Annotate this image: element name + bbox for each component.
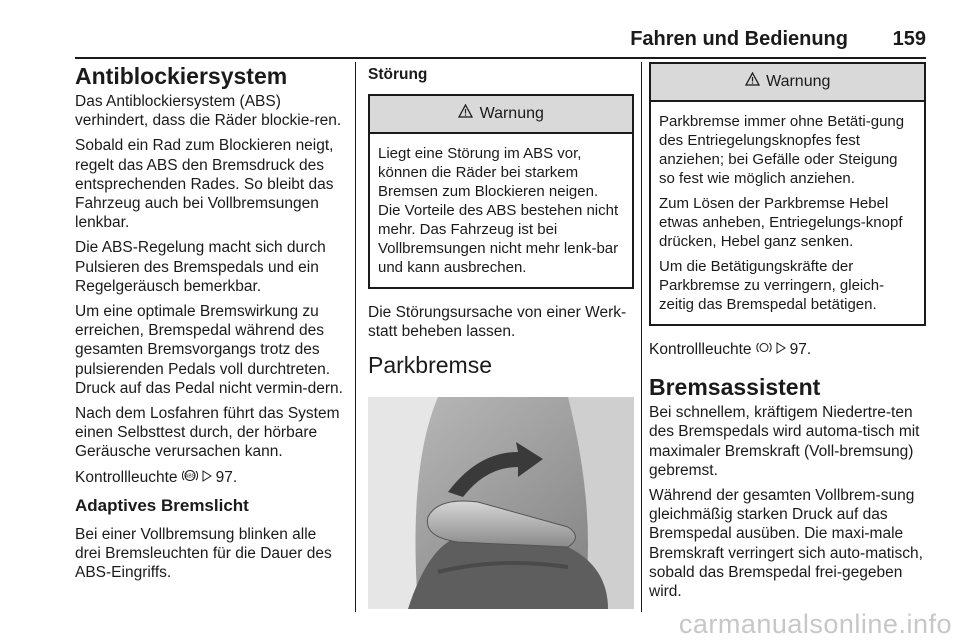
section-title-brake-assist: Bremsassistent: [649, 374, 821, 401]
section-title-fault: Störung: [368, 66, 428, 83]
paragraph: Bei einer Vollbremsung blinken alle drei Bremsleuchten für die Dauer des ABS-Eingriffs.: [75, 525, 332, 582]
indicator-label: Kontrollleuchte: [75, 468, 178, 486]
paragraph: Sobald ein Rad zum Blockieren neigt, regelt das ABS den Bremsdruck des entsprechenden Rades. So bleibt das Fahrzeug auch bei Vollbremsungen lenkbar.: [75, 137, 334, 232]
paragraph: Nach dem Losfahren führt das System einen Selbsttest durch, der hörbare Geräusche verursachen kann.: [75, 405, 340, 461]
subsection-title-brake-light: Adaptives Bremslicht: [75, 495, 249, 515]
parking-brake-image: [368, 397, 634, 609]
warning-text: Parkbremse immer ohne Betäti-gung des Entriegelungsknopfes fest anziehen; bei Gefälle oder Steigung so fest wie möglich anziehen.: [659, 113, 905, 187]
column-divider: [355, 62, 356, 612]
svg-text:ABS: ABS: [184, 473, 195, 480]
warning-text: Liegt eine Störung im ABS vor, können die Räder bei starkem Bremsen zum Blockieren neigen. Die Vorteile des ABS bestehen nicht mehr. Das Fahrzeug ist bei Vollbremsungen nicht mehr lenk-bar und kann ausbrechen.: [378, 145, 619, 276]
page-number: 159: [892, 28, 926, 50]
warning-title: Warnung: [766, 73, 831, 90]
paragraph: Bei schnellem, kräftigem Niedertre-ten des Bremspedals wird automa-tisch mit maximaler Bremskraft (Voll-bremsung) gebremst.: [649, 404, 920, 479]
page-reference[interactable]: 97.: [215, 468, 238, 486]
warning-box: [368, 94, 634, 289]
watermark: carmanualsonline.info: [678, 609, 952, 639]
page-ref-arrow-icon: [202, 469, 216, 485]
indicator-label: Kontrollleuchte: [649, 341, 752, 358]
warning-triangle-icon: [458, 105, 477, 122]
page-reference[interactable]: 97.: [789, 341, 812, 358]
page-ref-arrow-icon: [776, 341, 790, 357]
section-title-parking-brake: Parkbremse: [368, 352, 492, 379]
page-header: [0, 24, 960, 54]
warning-triangle-icon: [745, 73, 764, 90]
header-rule: [75, 57, 926, 59]
column-left: [75, 62, 343, 588]
paragraph: Während der gesamten Vollbrem-sung gleichmäßig starken Druck auf das Bremspedal ausüben. Die maxi-male Bremskraft verringert sich auto-matisch, sobald das Bremspedal frei-gegeben wird.: [649, 487, 923, 601]
paragraph: Das Antiblockiersystem (ABS) verhindert, dass die Räder blockie-ren.: [75, 93, 342, 130]
warning-box: [649, 62, 926, 326]
warning-text: Um die Betätigungskräfte der Parkbremse zu verringern, gleich-zeitig das Bremspedal betätigen.: [659, 258, 885, 313]
warning-header: [651, 64, 924, 102]
warning-text: Zum Lösen der Parkbremse Hebel etwas anheben, Entriegelungs-knopf drücken, Hebel ganz senken.: [659, 195, 903, 250]
indicator-reference: [649, 340, 926, 359]
abs-warning-icon: [182, 469, 202, 485]
section-title-abs: Antiblockiersystem: [75, 63, 288, 89]
paragraph: Die ABS-Regelung macht sich durch Pulsieren des Bremspedals und ein Regelgeräusch bemerkbar.: [75, 239, 326, 295]
warning-title: Warnung: [479, 105, 544, 122]
paragraph: Die Störungsursache von einer Werk-statt beheben lassen.: [368, 304, 627, 341]
paragraph: Um eine optimale Bremswirkung zu erreichen, Bremspedal während des gesamten Bremsvorgangs trotz des pulsierenden Pedals voll durchtreten. Druck auf das Pedal nicht vermin-dern.: [75, 303, 343, 397]
column-middle: [368, 62, 634, 609]
warning-header: [370, 96, 632, 134]
brake-warning-icon: [756, 341, 776, 357]
column-right: [649, 62, 926, 607]
chapter-title: Fahren und Bedienung: [630, 28, 848, 50]
column-divider: [641, 62, 642, 612]
indicator-reference: [75, 468, 343, 487]
